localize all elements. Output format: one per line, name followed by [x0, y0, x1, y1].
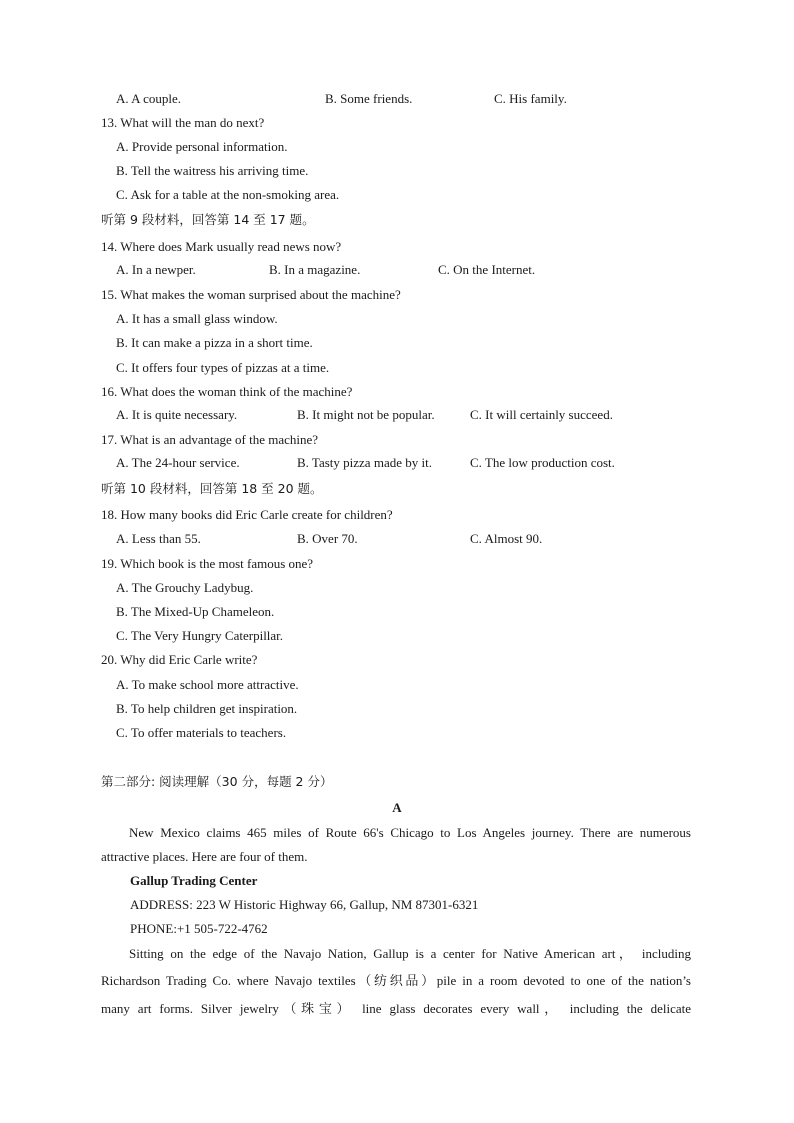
q15-option-b: B. It can make a pizza in a short time.	[116, 335, 313, 350]
q16-question: 16. What does the woman think of the machine?	[101, 384, 353, 399]
q12-option-a: A. A couple.	[116, 91, 181, 106]
place-phone: PHONE:+1 505-722-4762	[130, 921, 268, 936]
q14-option-a: A. In a newper.	[116, 262, 196, 277]
place-description-line-2: Richardson Trading Co. where Navajo textiles（纺织品）pile in a room devoted to one of the nation’s	[101, 973, 691, 988]
q20-question: 20. Why did Eric Carle write?	[101, 652, 258, 667]
q13-option-c: C. Ask for a table at the non-smoking area.	[116, 187, 340, 202]
q18-option-c: C. Almost 90.	[470, 531, 543, 546]
place-address: ADDRESS: 223 W Historic Highway 66, Gallup, NM 87301-6321	[130, 897, 479, 912]
q14-option-b: B. In a magazine.	[269, 262, 361, 277]
place-title: Gallup Trading Center	[130, 873, 258, 888]
q13-option-a: A. Provide personal information.	[116, 139, 288, 154]
q12-option-b: B. Some friends.	[325, 91, 413, 106]
q19-option-a: A. The Grouchy Ladybug.	[116, 580, 254, 595]
q16-option-b: B. It might not be popular.	[297, 407, 435, 422]
q20-option-a: A. To make school more attractive.	[116, 677, 299, 692]
q13-question: 13. What will the man do next?	[101, 115, 265, 130]
q16-option-c: C. It will certainly succeed.	[470, 407, 613, 422]
q12-option-c: C. His family.	[494, 91, 567, 106]
part-2-heading: 第二部分: 阅读理解（30 分，每题 2 分）	[101, 774, 333, 789]
q19-option-c: C. The Very Hungry Caterpillar.	[116, 628, 284, 643]
q18-option-b: B. Over 70.	[297, 531, 358, 546]
q20-option-b: B. To help children get inspiration.	[116, 701, 298, 716]
q18-option-a: A. Less than 55.	[116, 531, 201, 546]
section-9-instruction: 听第 9 段材料，回答第 14 至 17 题。	[101, 212, 315, 227]
q15-option-c: C. It offers four types of pizzas at a time.	[116, 360, 330, 375]
q15-option-a: A. It has a small glass window.	[116, 311, 278, 326]
q19-question: 19. Which book is the most famous one?	[101, 556, 314, 571]
q14-option-c: C. On the Internet.	[438, 262, 536, 277]
q16-option-a: A. It is quite necessary.	[116, 407, 238, 422]
q20-option-c: C. To offer materials to teachers.	[116, 725, 287, 740]
passage-a-label: A	[392, 800, 402, 815]
q17-option-b: B. Tasty pizza made by it.	[297, 455, 432, 470]
q19-option-b: B. The Mixed-Up Chameleon.	[116, 604, 275, 619]
q17-question: 17. What is an advantage of the machine?	[101, 432, 319, 447]
place-description-line-3: many art forms. Silver jewelry（珠宝） line glass decorates every wall， including the delicate	[101, 1001, 691, 1016]
q18-question: 18. How many books did Eric Carle create for children?	[101, 507, 393, 522]
q15-question: 15. What makes the woman surprised about the machine?	[101, 287, 401, 302]
q17-option-c: C. The low production cost.	[470, 455, 615, 470]
place-description-line-1: Sitting on the edge of the Navajo Nation, Gallup is a center for Native American art， including	[129, 946, 691, 961]
passage-intro-line-2: attractive places. Here are four of them.	[101, 849, 308, 864]
q17-option-a: A. The 24-hour service.	[116, 455, 240, 470]
q13-option-b: B. Tell the waitress his arriving time.	[116, 163, 309, 178]
passage-intro-line-1: New Mexico claims 465 miles of Route 66's Chicago to Los Angeles journey. There are numerous	[129, 825, 691, 840]
section-10-instruction: 听第 10 段材料，回答第 18 至 20 题。	[101, 481, 323, 496]
q14-question: 14. Where does Mark usually read news now?	[101, 239, 342, 254]
